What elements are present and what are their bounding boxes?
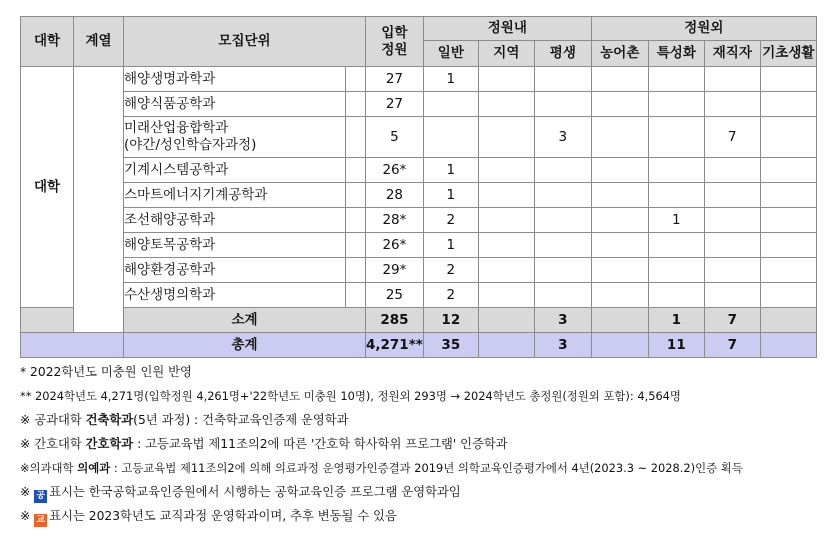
- cell-general: 1: [423, 233, 478, 258]
- cell-basic: [760, 233, 816, 258]
- cell-basic: [760, 158, 816, 183]
- cell-basic: [760, 258, 816, 283]
- cell-basic: [760, 67, 816, 92]
- unit-name-cell: 조선해양공학과: [124, 208, 346, 233]
- table-row: [21, 183, 817, 208]
- header-lifelong: 평생: [534, 41, 591, 67]
- cell-regional: [478, 233, 534, 258]
- cell-rural: [591, 258, 648, 283]
- subtotal-basic: [760, 308, 816, 333]
- cell-rural: [591, 92, 648, 117]
- cell-quota: 29*: [366, 258, 424, 283]
- cell-general: [423, 92, 478, 117]
- field-cell: [74, 67, 124, 333]
- subtotal-blank-cell: [21, 308, 74, 333]
- cell-lifelong: [534, 92, 591, 117]
- unit-mark-cell: [346, 258, 366, 283]
- cell-basic: [760, 183, 816, 208]
- cell-special: [648, 283, 704, 308]
- cell-lifelong: [534, 233, 591, 258]
- table-row: [21, 67, 817, 92]
- cell-basic: [760, 283, 816, 308]
- note-engineering-cert: ※ 공 표시는 한국공학교육인증원에서 시행하는 공학교육인증 프로그램 운영학과임: [20, 485, 461, 501]
- cell-regional: [478, 67, 534, 92]
- cell-regional: [478, 283, 534, 308]
- cell-employed: [704, 258, 760, 283]
- cell-special: [648, 258, 704, 283]
- cell-special: [648, 67, 704, 92]
- cell-general: 1: [423, 183, 478, 208]
- cell-quota: 27: [366, 67, 424, 92]
- cell-general: 2: [423, 208, 478, 233]
- footnotes: [20, 360, 830, 528]
- total-lifelong: 3: [534, 333, 591, 358]
- subtotal-quota: 285: [366, 308, 424, 333]
- cell-regional: [478, 258, 534, 283]
- table-row: [21, 208, 817, 233]
- total-special: 11: [648, 333, 704, 358]
- cell-quota: 26*: [366, 233, 424, 258]
- cell-rural: [591, 208, 648, 233]
- cell-lifelong: [534, 258, 591, 283]
- header-specialized: 특성화: [648, 41, 704, 67]
- header-outside-quota: 정원외: [591, 17, 816, 41]
- cell-general: 2: [423, 283, 478, 308]
- total-employed: 7: [704, 333, 760, 358]
- nursing-dept-label: 간호학과: [85, 437, 134, 451]
- total-rural: [591, 333, 648, 358]
- engineering-cert-badge-icon: 공: [34, 490, 47, 503]
- admissions-quota-table: [20, 16, 817, 358]
- header-employed: 재직자: [704, 41, 760, 67]
- table-row: [21, 233, 817, 258]
- header-admission-quota: 입학 정원: [366, 17, 424, 67]
- total-general: 35: [423, 333, 478, 358]
- unit-mark-cell: [346, 67, 366, 92]
- cell-special: [648, 92, 704, 117]
- cell-lifelong: [534, 183, 591, 208]
- total-basic: [760, 333, 816, 358]
- header-field: 계열: [74, 17, 124, 67]
- header-within-quota: 정원내: [423, 17, 591, 41]
- unit-name-cell: 해양환경공학과: [124, 258, 346, 283]
- cell-quota: 28: [366, 183, 424, 208]
- subtotal-regional: [478, 308, 534, 333]
- table-row: [21, 258, 817, 283]
- cell-regional: [478, 92, 534, 117]
- unit-name-cell: 미래산업융합학과 (야간/성인학습자과정): [124, 117, 346, 158]
- subtotal-rural: [591, 308, 648, 333]
- cell-rural: [591, 233, 648, 258]
- cell-regional: [478, 117, 534, 158]
- cell-rural: [591, 67, 648, 92]
- cell-quota: 25: [366, 283, 424, 308]
- table-row: [21, 158, 817, 183]
- unit-name-cell: 수산생명의학과: [124, 283, 346, 308]
- note-2022-unfilled: * 2022학년도 미충원 인원 반영: [20, 365, 192, 379]
- cell-lifelong: [534, 67, 591, 92]
- cell-general: 1: [423, 158, 478, 183]
- subtotal-special: 1: [648, 308, 704, 333]
- cell-general: 1: [423, 67, 478, 92]
- unit-mark-cell: [346, 92, 366, 117]
- subtotal-general: 12: [423, 308, 478, 333]
- unit-mark-cell: [346, 233, 366, 258]
- total-lead-cell: [21, 333, 124, 358]
- cell-quota: 28*: [366, 208, 424, 233]
- cell-lifelong: [534, 158, 591, 183]
- cell-rural: [591, 117, 648, 158]
- note-2024-total: ** 2024학년도 4,271명(입학정원 4,261명+'22학년도 미충원 10명), 정원외 293명 → 2024학년도 총정원(정원외 포함): 4,564명: [20, 389, 681, 403]
- cell-lifelong: 3: [534, 117, 591, 158]
- total-regional: [478, 333, 534, 358]
- note-teacher-course: ※ 교 표시는 2023학년도 교직과정 운영학과이며, 추후 변동될 수 있음: [20, 509, 397, 525]
- cell-special: [648, 158, 704, 183]
- cell-special: [648, 183, 704, 208]
- unit-name-cell: 기계시스템공학과: [124, 158, 346, 183]
- header-unit: 모집단위: [124, 17, 366, 67]
- premed-dept-label: 의예과: [77, 461, 111, 475]
- cell-rural: [591, 283, 648, 308]
- unit-mark-cell: [346, 158, 366, 183]
- unit-mark-cell: [346, 283, 366, 308]
- unit-name-cell: 해양식품공학과: [124, 92, 346, 117]
- unit-name-cell: 해양생명과학과: [124, 67, 346, 92]
- cell-special: 1: [648, 208, 704, 233]
- total-quota: 4,271**: [366, 333, 424, 358]
- note-architecture: ※ 공과대학 건축학과(5년 과정) : 건축학교육인증제 운영학과: [20, 413, 349, 427]
- table-row: [21, 117, 817, 158]
- teacher-course-badge-icon: 교: [34, 514, 47, 527]
- note-premed: ※의과대학 의예과 : 고등교육법 제11조의2에 의해 의료과정 운영평가인증결과 2019년 의학교육인증평가에서 4년(2023.3 ~ 2028.2)인증 획득: [20, 461, 743, 475]
- subtotal-employed: 7: [704, 308, 760, 333]
- unit-mark-cell: [346, 117, 366, 158]
- architecture-dept-label: 건축학과: [85, 413, 134, 427]
- header-general: 일반: [423, 41, 478, 67]
- cell-employed: [704, 283, 760, 308]
- cell-employed: [704, 92, 760, 117]
- note-nursing: ※ 간호대학 간호학과 : 고등교육법 제11조의2에 따른 '간호학 학사학위 프로그램' 인증학과: [20, 437, 508, 451]
- subtotal-label: 소계: [124, 308, 366, 333]
- header-regional: 지역: [478, 41, 534, 67]
- unit-name-cell: 스마트에너지기계공학과: [124, 183, 346, 208]
- cell-regional: [478, 183, 534, 208]
- unit-mark-cell: [346, 183, 366, 208]
- subtotal-lifelong: 3: [534, 308, 591, 333]
- table-row: [21, 92, 817, 117]
- cell-quota: 26*: [366, 158, 424, 183]
- cell-employed: [704, 183, 760, 208]
- cell-rural: [591, 158, 648, 183]
- total-label: 총계: [124, 333, 366, 358]
- cell-employed: [704, 208, 760, 233]
- header-basic-living: 기초생활: [760, 41, 816, 67]
- cell-employed: [704, 233, 760, 258]
- cell-special: [648, 117, 704, 158]
- header-rural: 농어촌: [591, 41, 648, 67]
- total-row: [21, 333, 817, 358]
- cell-basic: [760, 92, 816, 117]
- cell-rural: [591, 183, 648, 208]
- cell-basic: [760, 117, 816, 158]
- cell-regional: [478, 158, 534, 183]
- cell-general: 2: [423, 258, 478, 283]
- unit-mark-cell: [346, 208, 366, 233]
- cell-lifelong: [534, 208, 591, 233]
- cell-basic: [760, 208, 816, 233]
- unit-name-cell: 해양토목공학과: [124, 233, 346, 258]
- cell-employed: [704, 158, 760, 183]
- cell-quota: 5: [366, 117, 424, 158]
- cell-employed: [704, 67, 760, 92]
- cell-quota: 27: [366, 92, 424, 117]
- cell-employed: 7: [704, 117, 760, 158]
- cell-lifelong: [534, 283, 591, 308]
- cell-special: [648, 233, 704, 258]
- cell-general: [423, 117, 478, 158]
- table-row: [21, 283, 817, 308]
- cell-regional: [478, 208, 534, 233]
- university-group-label: 대학: [21, 67, 74, 308]
- header-university: 대학: [21, 17, 74, 67]
- subtotal-row: [21, 308, 817, 333]
